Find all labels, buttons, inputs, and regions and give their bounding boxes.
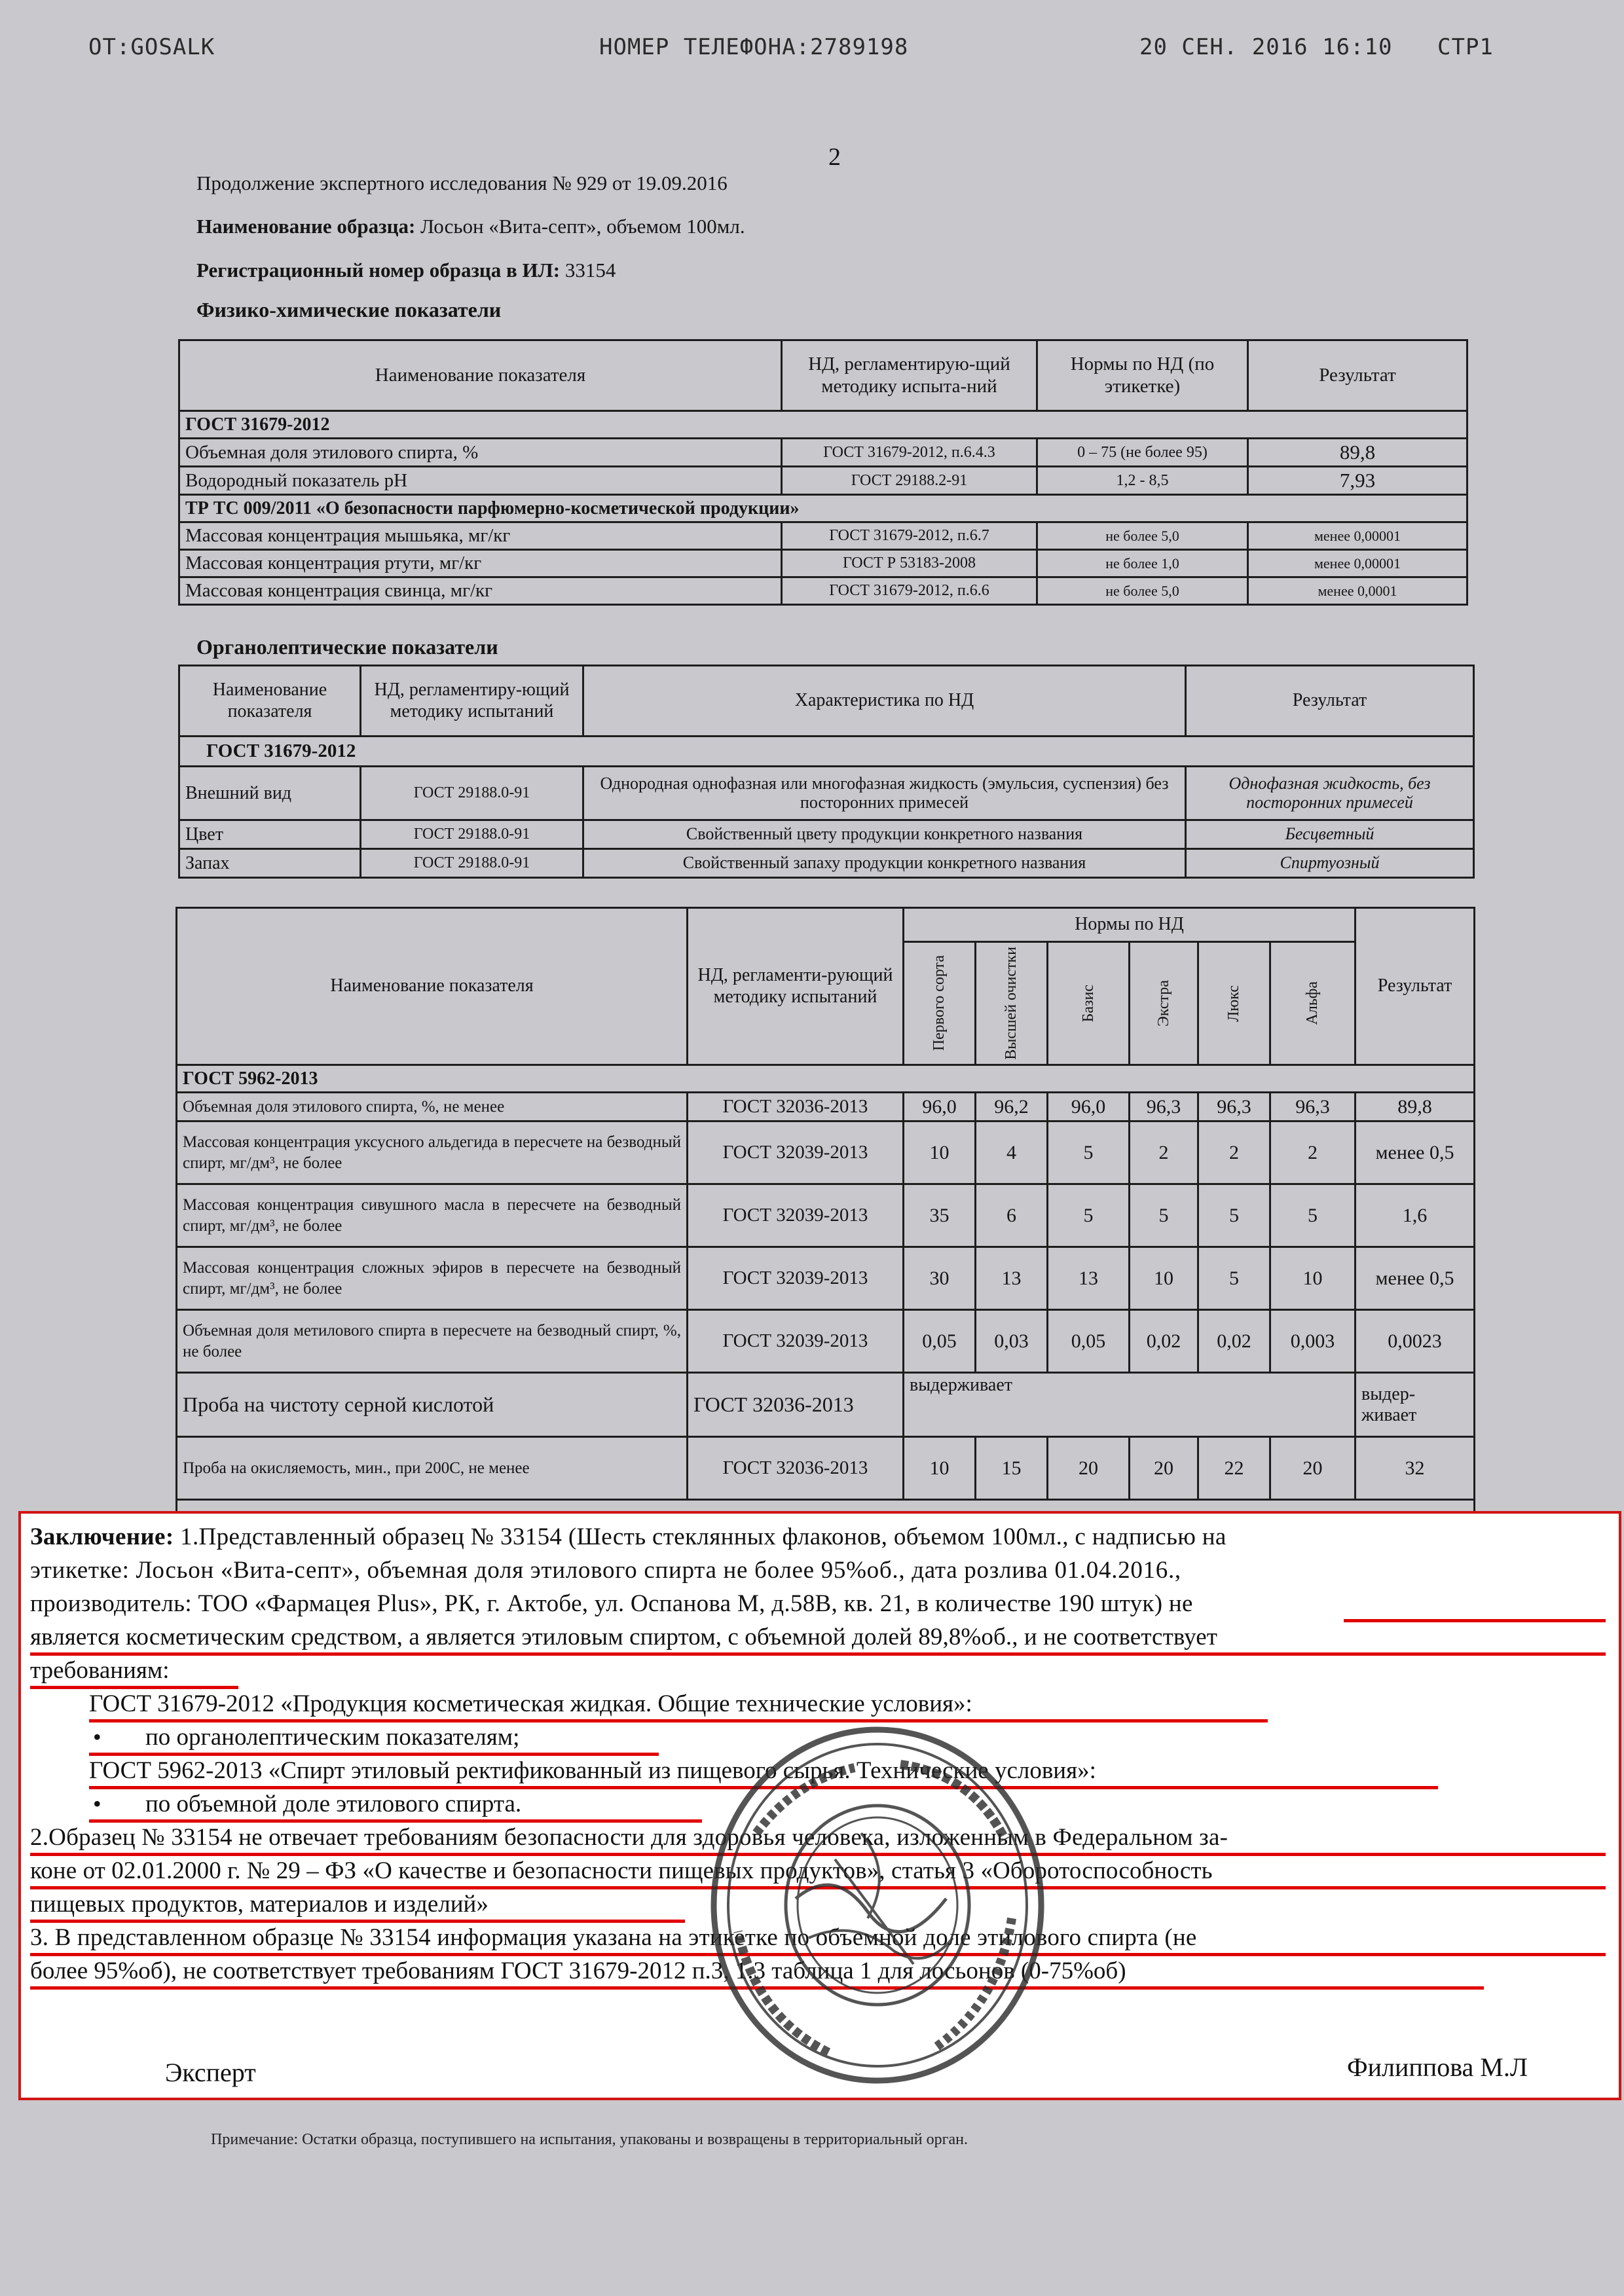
cell-name: Объемная доля этилового спирта, %, не менее (177, 1093, 688, 1121)
conclusion-line: 3. В представленном образце № 33154 информация указана на этикетке по объемной доле этилового спирта (не (30, 1924, 1197, 1951)
page-number: 2 (828, 143, 841, 171)
table-row (179, 577, 1467, 605)
cell-char: Свойственный запаху продукции конкретного названия (583, 849, 1186, 878)
underline (30, 1652, 1606, 1656)
cell-value: 20 (1048, 1437, 1130, 1500)
cell-value: 0,02 (1130, 1310, 1198, 1373)
cell-name: Объемная доля этилового спирта, % (179, 439, 782, 467)
cell-result: менее 0,0001 (1248, 577, 1467, 605)
seal-stamp-icon (697, 1702, 1064, 2095)
cell-nd: ГОСТ 32036-2013 (688, 1093, 904, 1121)
fax-page: СТР1 (1437, 34, 1494, 60)
cell-nd: ГОСТ 32039-2013 (688, 1121, 904, 1184)
spirit-header-nd: НД, регламенти-рующий методику испытаний (688, 908, 904, 1065)
cell-nd: ГОСТ 31679-2012, п.6.6 (782, 577, 1037, 605)
table-row (179, 439, 1467, 467)
cell-value: 13 (1048, 1247, 1130, 1310)
grade-header (904, 942, 976, 1065)
cell-value: 0,05 (904, 1310, 976, 1373)
fax-sender: OT:GOSALK (88, 34, 215, 60)
underline (89, 1719, 1268, 1722)
cell-value: 20 (1130, 1437, 1198, 1500)
table-row (177, 1310, 1475, 1373)
physchem-header-result: Результат (1248, 340, 1467, 411)
physchem-table (178, 339, 1468, 606)
cell-result: менее 0,5 (1356, 1247, 1475, 1310)
cell-value: 10 (1270, 1247, 1356, 1310)
cell-value: 96,0 (904, 1093, 976, 1121)
cell-nd: ГОСТ 29188.2-91 (782, 467, 1037, 495)
table-row (179, 550, 1467, 577)
underline (30, 1920, 685, 1923)
cell-norm: выдерживает (904, 1373, 1356, 1437)
expert-name: Филиппова М.Л (1347, 2052, 1528, 2082)
conclusion-line: 2.Образец № 33154 не отвечает требованиям безопасности для здоровья человека, изложенным в Федеральном за- (30, 1824, 1228, 1851)
cell-name: Водородный показатель pH (179, 467, 782, 495)
table-row (177, 1373, 1475, 1437)
cell-name: Массовая концентрация ртути, мг/кг (179, 550, 782, 577)
sample-name-value: Лосьон «Вита-септ», объемом 100мл. (420, 215, 745, 238)
cell-value: 35 (904, 1184, 976, 1247)
cell-value: 15 (976, 1437, 1048, 1500)
cell-nd: ГОСТ 32036-2013 (688, 1373, 904, 1437)
cell-nd: ГОСТ 32036-2013 (688, 1437, 904, 1500)
cell-value: 96,3 (1130, 1093, 1198, 1121)
cell-value: 0,02 (1198, 1310, 1270, 1373)
grade-header (1270, 942, 1356, 1065)
reg-number-value: 33154 (564, 259, 616, 282)
cell-name: Запах (179, 849, 361, 878)
table-row (177, 1184, 1475, 1247)
conclusion-line: производитель: ТОО «Фармацея Plus», РК, г. Актобе, ул. Оспанова М, д.58В, кв. 21, в количестве 190 штук) не (30, 1590, 1193, 1617)
physchem-group1: ГОСТ 31679-2012 (179, 411, 1467, 439)
grade-header (976, 942, 1048, 1065)
grade-header (1198, 942, 1270, 1065)
conclusion-line (30, 1523, 1227, 1551)
conclusion-line: коне от 02.01.2000 г. № 29 – ФЗ «О качестве и безопасности пищевых продуктов», статья 3 «Оборотоспособность (30, 1857, 1213, 1884)
physchem-header-name: Наименование показателя (179, 340, 782, 411)
fax-datetime: 20 СЕН. 2016 16:10 (1139, 34, 1393, 60)
conclusion-line: ГОСТ 31679-2012 «Продукция косметическая жидкая. Общие технические условия»: (89, 1690, 972, 1717)
cell-value: 13 (976, 1247, 1048, 1310)
grade-header (1130, 942, 1198, 1065)
cell-value: 5 (1048, 1184, 1130, 1247)
conclusion-line: этикетке: Лосьон «Вита-септ», объемная доля этилового спирта не более 95%об., дата розлива 01.04.2016., (30, 1557, 1181, 1584)
cell-nd: ГОСТ Р 53183-2008 (782, 550, 1037, 577)
cell-nd: ГОСТ 29188.0-91 (361, 849, 583, 878)
physchem-header-nd: НД, регламентирую-щий методику испыта-ний (782, 340, 1037, 411)
cell-norm: не более 5,0 (1037, 522, 1248, 550)
bullet-icon: • (93, 1724, 101, 1750)
table-row (179, 522, 1467, 550)
cell-result: Бесцветный (1186, 820, 1474, 849)
physchem-group2: ТР ТС 009/2011 «О безопасности парфюмерно-косметической продукции» (179, 495, 1467, 522)
cell-name: Массовая концентрация свинца, мг/кг (179, 577, 782, 605)
grade-label: Высшей очистки (1003, 947, 1020, 1060)
underline (89, 1819, 702, 1823)
spirit-table (175, 907, 1475, 1540)
conclusion-line: является косметическим средством, а является этиловым спиртом, с объемной долей 89,8%об., и не соответствует (30, 1624, 1218, 1650)
cell-norm: 1,2 - 8,5 (1037, 467, 1248, 495)
cell-char: Однородная однофазная или многофазная жидкость (эмульсия, суспензия) без посторонних примесей (583, 767, 1186, 820)
continuation-line: Продолжение экспертного исследования № 929 от 19.09.2016 (196, 172, 728, 194)
grade-label: Первого сорта (931, 955, 948, 1051)
cell-nd: ГОСТ 31679-2012, п.6.4.3 (782, 439, 1037, 467)
cell-nd: ГОСТ 32039-2013 (688, 1310, 904, 1373)
sample-name-label: Наименование образца: (196, 215, 416, 238)
cell-name: Объемная доля метилового спирта в пересчете на безводный спирт, %, не более (177, 1310, 688, 1373)
cell-result: 89,8 (1248, 439, 1467, 467)
cell-name: Массовая концентрация сивушного масла в пересчете на безводный спирт, мг/дм³, не более (177, 1184, 688, 1247)
cell-name: Проба на чистоту серной кислотой (177, 1373, 688, 1437)
organoleptic-table (178, 665, 1475, 879)
conclusion-line: ГОСТ 5962-2013 «Спирт этиловый ректификованный из пищевого сырья. Технические условия»: (89, 1757, 1096, 1784)
cell-value: 5 (1270, 1184, 1356, 1247)
cell-value: 5 (1198, 1247, 1270, 1310)
cell-value: 20 (1270, 1437, 1356, 1500)
table-row (179, 767, 1474, 820)
bullet-icon: • (93, 1791, 101, 1817)
cell-value: 2 (1130, 1121, 1198, 1184)
grade-header (1048, 942, 1130, 1065)
cell-result: 7,93 (1248, 467, 1467, 495)
cell-result: менее 0,5 (1356, 1121, 1475, 1184)
cell-nd: ГОСТ 29188.0-91 (361, 820, 583, 849)
cell-name: Массовая концентрация мышьяка, мг/кг (179, 522, 782, 550)
conclusion-text: 1.Представленный образец № 33154 (Шесть стеклянных флаконов, объемом 100мл., с надписью на (174, 1523, 1227, 1550)
expert-label: Эксперт (165, 2058, 256, 2087)
cell-result: Однофазная жидкость, без посторонних примесей (1186, 767, 1474, 820)
table-row (179, 467, 1467, 495)
cell-value: 10 (904, 1437, 976, 1500)
spirit-group: ГОСТ 5962-2013 (177, 1065, 1475, 1093)
cell-norm: 0 – 75 (не более 95) (1037, 439, 1248, 467)
fax-phone: НОМЕР ТЕЛЕФОНА:2789198 (599, 34, 909, 60)
grade-label: Базис (1079, 984, 1097, 1023)
cell-value: 10 (904, 1121, 976, 1184)
organo-group: ГОСТ 31679-2012 (179, 737, 1474, 767)
cell-norm: не более 5,0 (1037, 577, 1248, 605)
table-row (177, 1121, 1475, 1184)
grade-label: Экстра (1154, 980, 1172, 1027)
reg-number-line (196, 259, 616, 282)
cell-result: выдер-живает (1356, 1373, 1475, 1437)
table-row (177, 1437, 1475, 1500)
cell-value: 96,3 (1198, 1093, 1270, 1121)
table-row (177, 1093, 1475, 1121)
spirit-header-name: Наименование показателя (177, 908, 688, 1065)
fax-header (0, 34, 1624, 67)
cell-name: Массовая концентрация сложных эфиров в пересчете на безводный спирт, мг/дм³, не более (177, 1247, 688, 1310)
conclusion-line: по объемной доле этилового спирта. (145, 1791, 522, 1817)
conclusion-line: по органолептическим показателям; (145, 1724, 520, 1751)
cell-result: 32 (1356, 1437, 1475, 1500)
spirit-header-norms: Нормы по НД (904, 908, 1356, 942)
cell-result: Спиртуозный (1186, 849, 1474, 878)
organo-header-nd: НД, регламентиру-ющий методику испытаний (361, 666, 583, 737)
cell-value: 5 (1198, 1184, 1270, 1247)
physchem-header-norm: Нормы по НД (по этикетке) (1037, 340, 1248, 411)
cell-value: 96,2 (976, 1093, 1048, 1121)
conclusion-label: Заключение: (30, 1523, 174, 1550)
cell-value: 22 (1198, 1437, 1270, 1500)
cell-char: Свойственный цвету продукции конкретного названия (583, 820, 1186, 849)
cell-value: 30 (904, 1247, 976, 1310)
grade-label: Люкс (1225, 985, 1243, 1022)
organo-header-char: Характеристика по НД (583, 666, 1186, 737)
underline (1344, 1619, 1606, 1622)
organo-header-name: Наименование показателя (179, 666, 361, 737)
cell-value: 10 (1130, 1247, 1198, 1310)
cell-value: 0,03 (976, 1310, 1048, 1373)
cell-nd: ГОСТ 29188.0-91 (361, 767, 583, 820)
physchem-title: Физико-химические показатели (196, 298, 502, 321)
cell-value: 5 (1130, 1184, 1198, 1247)
organo-header-result: Результат (1186, 666, 1474, 737)
grade-label: Альфа (1304, 981, 1321, 1025)
cell-value: 6 (976, 1184, 1048, 1247)
spirit-header-result: Результат (1356, 908, 1475, 1065)
cell-value: 96,0 (1048, 1093, 1130, 1121)
cell-result: 0,0023 (1356, 1310, 1475, 1373)
conclusion-line: требованиям: (30, 1657, 170, 1684)
cell-value: 5 (1048, 1121, 1130, 1184)
cell-name: Внешний вид (179, 767, 361, 820)
table-row (177, 1247, 1475, 1310)
cell-name: Цвет (179, 820, 361, 849)
cell-value: 2 (1270, 1121, 1356, 1184)
conclusion-line: пищевых продуктов, материалов и изделий» (30, 1891, 489, 1918)
conclusion-line: более 95%об), не соответствует требованиям ГОСТ 31679-2012 п.3, 1.3 таблица 1 для лосьонов (0-75%об) (30, 1958, 1126, 1984)
cell-name: Массовая концентрация уксусного альдегида в пересчете на безводный спирт, мг/дм³, не более (177, 1121, 688, 1184)
sample-name-line (196, 215, 745, 238)
cell-result: менее 0,00001 (1248, 550, 1467, 577)
cell-result: менее 0,00001 (1248, 522, 1467, 550)
cell-nd: ГОСТ 32039-2013 (688, 1247, 904, 1310)
cell-nd: ГОСТ 32039-2013 (688, 1184, 904, 1247)
organoleptic-title: Органолептические показатели (196, 635, 498, 659)
table-row (179, 849, 1474, 878)
cell-value: 2 (1198, 1121, 1270, 1184)
cell-value: 0,05 (1048, 1310, 1130, 1373)
underline (30, 1686, 238, 1689)
cell-norm: не более 1,0 (1037, 550, 1248, 577)
cell-value: 96,3 (1270, 1093, 1356, 1121)
cell-value: 4 (976, 1121, 1048, 1184)
cell-result: 89,8 (1356, 1093, 1475, 1121)
cell-result: 1,6 (1356, 1184, 1475, 1247)
underline (89, 1753, 659, 1756)
reg-number-label: Регистрационный номер образца в ИЛ: (196, 259, 561, 282)
footnote: Примечание: Остатки образца, поступившего на испытания, упакованы и возвращены в территориальный орган. (211, 2131, 968, 2148)
cell-value: 0,003 (1270, 1310, 1356, 1373)
table-row (179, 820, 1474, 849)
cell-name: Проба на окисляемость, мин., при 200С, не менее (177, 1437, 688, 1500)
cell-nd: ГОСТ 31679-2012, п.6.7 (782, 522, 1037, 550)
